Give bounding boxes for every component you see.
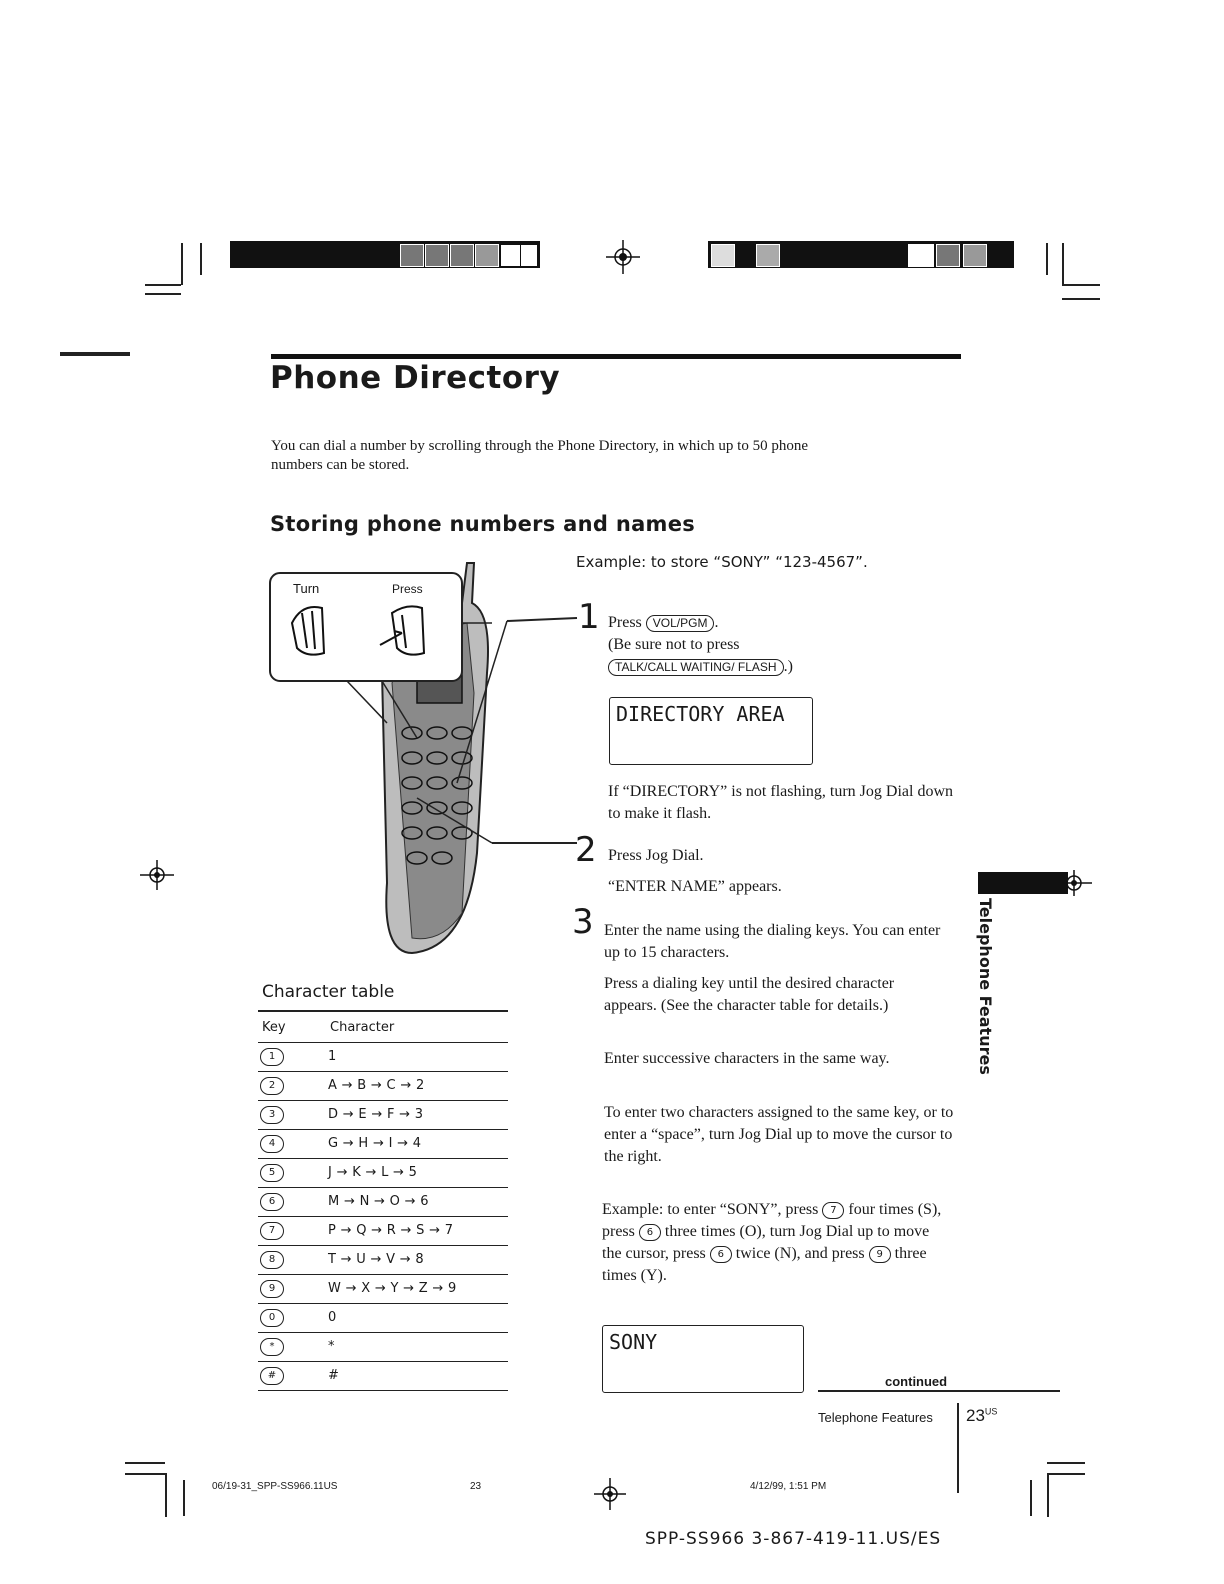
table-row: 8 T → U → V → 8	[258, 1246, 508, 1275]
crop-mark	[165, 1473, 167, 1517]
step-1: Press VOL/PGM . (Be sure not to press TALK/CALL WAITING/ FLASH .)	[608, 614, 793, 675]
registration-bar-left	[230, 241, 540, 268]
table-row: 3 D → E → F → 3	[258, 1101, 508, 1130]
key-6-icon: 6	[639, 1224, 661, 1241]
key-9-icon: 9	[260, 1280, 284, 1298]
footer-rule	[957, 1403, 959, 1493]
crop-mark	[1030, 1480, 1032, 1516]
table-row: 5 J → K → L → 5	[258, 1159, 508, 1188]
table-row: 6 M → N → O → 6	[258, 1188, 508, 1217]
key-6-icon: 6	[710, 1246, 732, 1263]
character-column-header: Character	[330, 1020, 395, 1035]
press-label: Press	[392, 582, 423, 596]
key-9-icon: 9	[869, 1246, 891, 1263]
continued-label: continued	[885, 1374, 948, 1389]
registration-target-icon	[594, 1478, 626, 1510]
handset-illustration	[262, 553, 592, 963]
footer-section-name: Telephone Features	[818, 1410, 933, 1425]
title-rule	[271, 354, 961, 359]
section-tab	[978, 872, 1068, 894]
step-3-number: 3	[572, 902, 594, 942]
turn-label: Turn	[293, 581, 320, 596]
crop-mark	[1062, 298, 1100, 300]
registration-target-icon	[140, 860, 174, 890]
step-3-p2: Enter successive characters in the same way.	[604, 1050, 890, 1067]
key-star-icon: *	[260, 1338, 284, 1356]
intro-paragraph: You can dial a number by scrolling through the Phone Directory, in which up to 50 phone numbers can be stored.	[271, 438, 808, 473]
table-row: 0 0	[258, 1304, 508, 1333]
key-8-icon: 8	[260, 1251, 284, 1269]
crop-mark	[1062, 243, 1064, 285]
crop-mark	[183, 1480, 185, 1516]
key-7-icon: 7	[822, 1202, 844, 1219]
key-4-icon: 4	[260, 1135, 284, 1153]
slug-file: 06/19-31_SPP-SS966.11US	[212, 1481, 338, 1492]
crop-mark	[1046, 243, 1048, 275]
table-row: # #	[258, 1362, 508, 1391]
crop-mark	[125, 1462, 165, 1464]
lcd-display-directory: DIRECTORY AREA	[609, 697, 813, 765]
step-3-example: Example: to enter “SONY”, press 7 four times (S), press 6 three times (O), turn Jog Dial up to move the cursor, press 6 twice (N), and press 9 three times (Y).	[602, 1201, 942, 1284]
table-row: 2 A → B → C → 2	[258, 1072, 508, 1101]
character-table	[258, 1010, 508, 1391]
crop-mark	[145, 293, 181, 295]
model-number: SPP-SS966 3-867-419-11.US/ES	[645, 1529, 942, 1549]
step-2-number: 2	[575, 830, 597, 870]
key-pound-icon: #	[260, 1367, 284, 1385]
crop-mark	[125, 1473, 165, 1475]
registration-target-icon	[1062, 870, 1092, 896]
step-1-note: If “DIRECTORY” is not flashing, turn Jog Dial down to make it flash.	[608, 783, 954, 822]
crop-mark	[1047, 1473, 1085, 1475]
step-3-text: Enter the name using the dialing keys. You can enter up to 15 characters.	[604, 922, 941, 961]
key-3-icon: 3	[260, 1106, 284, 1124]
lcd-display-sony: SONY	[602, 1325, 804, 1393]
step-1-number: 1	[578, 597, 600, 637]
section-title: Storing phone numbers and names	[270, 512, 696, 536]
crop-mark	[1062, 284, 1100, 286]
step-3-p3: To enter two characters assigned to the same key, or to enter a “space”, turn Jog Dial up to move the cursor to the right.	[604, 1104, 954, 1165]
registration-bar-right	[708, 241, 1014, 268]
table-row: * *	[258, 1333, 508, 1362]
example-heading: Example: to store “SONY” “123-4567”.	[576, 553, 868, 571]
key-0-icon: 0	[260, 1309, 284, 1327]
key-6-icon: 6	[260, 1193, 284, 1211]
key-2-icon: 2	[260, 1077, 284, 1095]
table-row: 7 P → Q → R → S → 7	[258, 1217, 508, 1246]
step-2-sub: “ENTER NAME” appears.	[608, 878, 782, 895]
crop-mark	[145, 284, 181, 286]
table-row: 1 1	[258, 1043, 508, 1072]
key-7-icon: 7	[260, 1222, 284, 1240]
key-1-icon: 1	[260, 1048, 284, 1066]
key-column-header: Key	[262, 1020, 286, 1035]
table-row: 9 W → X → Y → Z → 9	[258, 1275, 508, 1304]
vol-pgm-button: VOL/PGM	[646, 615, 715, 632]
crop-mark	[1047, 1462, 1085, 1464]
crop-mark	[60, 352, 130, 356]
crop-mark	[1047, 1473, 1049, 1517]
slug-page: 23	[470, 1481, 482, 1492]
slug-date: 4/12/99, 1:51 PM	[750, 1481, 827, 1492]
crop-mark	[200, 243, 202, 275]
registration-target-icon	[606, 240, 640, 274]
step-3-p1: Press a dialing key until the desired character appears. (See the character table for details.)	[604, 975, 895, 1014]
table-row: 4 G → H → I → 4	[258, 1130, 508, 1159]
talk-call-waiting-flash-button: TALK/CALL WAITING/ FLASH	[608, 659, 784, 676]
table-header	[258, 1010, 508, 1043]
page-title: Phone Directory	[270, 360, 561, 396]
continued-rule	[818, 1390, 1060, 1392]
page-number: $23^{US}$	[966, 1406, 998, 1425]
character-table-title: Character table	[262, 982, 395, 1002]
step-2-text: Press Jog Dial.	[608, 847, 704, 864]
key-5-icon: 5	[260, 1164, 284, 1182]
side-section-label: Telephone Features	[976, 898, 995, 1075]
crop-mark	[181, 243, 183, 285]
